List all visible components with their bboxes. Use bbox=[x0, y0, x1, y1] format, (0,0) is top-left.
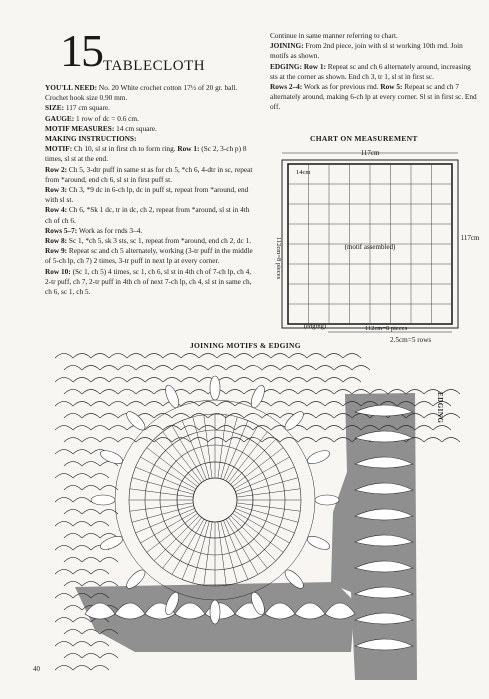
para-row-9: Row 9: Repeat sc and ch 5 alternately, working (3-tr puff in the middle of 5-ch lp, ch 7) 2 times, 3-tr puff in next lp at every corner. bbox=[45, 246, 253, 266]
para-joining: JOINING: From 2nd piece, join with sl st working 10th rnd. Join motifs as shown. bbox=[270, 41, 463, 61]
rows-note: 2.5cm=5 rows bbox=[390, 336, 432, 344]
para-row-10: Row 10: (Sc 1, ch 5) 4 times, sc 1, ch 6, sl st in 4th ch of 7-ch lp, ch 4, 2-tr puff, ch 7, 2-tr puff in 4th ch of next 7-ch lp, ch 4, sl st in same ch, ch 6, sc 1, ch 5. bbox=[45, 266, 252, 297]
para-making: MAKING INSTRUCTIONS: bbox=[45, 134, 137, 144]
para-row-8: Row 8: Sc 1, *ch 5, sk 3 sts, sc 1, repeat from *around, end ch 2, dc 1. bbox=[45, 236, 252, 246]
para-gauge: GAUGE: 1 row of dc = 0.6 cm. bbox=[45, 113, 139, 123]
para-rows-2-4: Rows 2–4: Work as for previous rnd. Row 5: Repeat sc and ch 7 alternately around, making 6-ch lp at every corner. Sl st in first sc. End off. bbox=[270, 82, 477, 112]
instructions-left bbox=[45, 83, 255, 297]
joining-title: JOINING MOTIFS & EDGING bbox=[190, 341, 301, 350]
para-row-2: Row 2: Ch 5, 3-dtr puff in same st as for ch 5, *ch 6, 4-dtr in sc, repeat from *around, end ch 6, sl st in first puff st. bbox=[45, 164, 253, 184]
pattern-title: TABLECLOTH bbox=[103, 58, 206, 74]
pattern-number: 15 bbox=[60, 25, 102, 76]
para-motif-measures: MOTIF MEASURES: 14 cm square. bbox=[45, 123, 157, 133]
para-size: SIZE: 117 cm square. bbox=[45, 103, 110, 113]
chart-center-label: (motif assembled) bbox=[344, 243, 396, 251]
measurement-chart bbox=[270, 146, 480, 346]
edging-label: EDGING bbox=[436, 392, 444, 424]
chart-side-right: 117cm bbox=[460, 234, 480, 242]
chart-side-left: 112cm=8 pieces bbox=[275, 236, 282, 280]
chart-motif-measure: 14cm bbox=[296, 169, 311, 176]
para-edging: EDGING: Row 1: Repeat sc and ch 6 alternately around, increasing sts at the corner as shown. End ch 3, tr 1, sl st in first sc. bbox=[270, 61, 471, 81]
para-continue: Continue in same manner referring to chart. bbox=[270, 31, 398, 40]
para-row-4: Row 4: Ch 6, *Sk 1 dc, tr in dc, ch 2, repeat from *around, sl st in 4th ch of ch 6. bbox=[45, 205, 250, 225]
chart-bottom-measure: 112cm=8 pieces bbox=[364, 325, 408, 332]
para-motif: MOTIF: Ch 10, sl st in first ch to form ring. Row 1: (Sc 2, 3-ch p) 8 times, sl st at the end. bbox=[45, 144, 247, 164]
instructions-right bbox=[270, 31, 478, 113]
chart-edging-label: (edging) bbox=[303, 323, 327, 330]
para-rows-5-7: Rows 5–7: Work as for rnds 3–4. bbox=[45, 225, 143, 235]
para-needs: YOU'LL NEED: No. 20 White crochet cotton 17½ of 20 gr. ball. Crochet hook size 0.90 mm. bbox=[45, 83, 238, 103]
chart-top-measure: 117cm bbox=[360, 149, 380, 157]
chart-title: CHART ON MEASUREMENT bbox=[310, 134, 418, 143]
para-row-3: Row 3: Ch 3, *9 dc in 6-ch lp, dc in puff st, repeat from *around, end with sl st. bbox=[45, 185, 249, 205]
page-number: 40 bbox=[33, 665, 40, 673]
crochet-diagram bbox=[55, 352, 483, 680]
